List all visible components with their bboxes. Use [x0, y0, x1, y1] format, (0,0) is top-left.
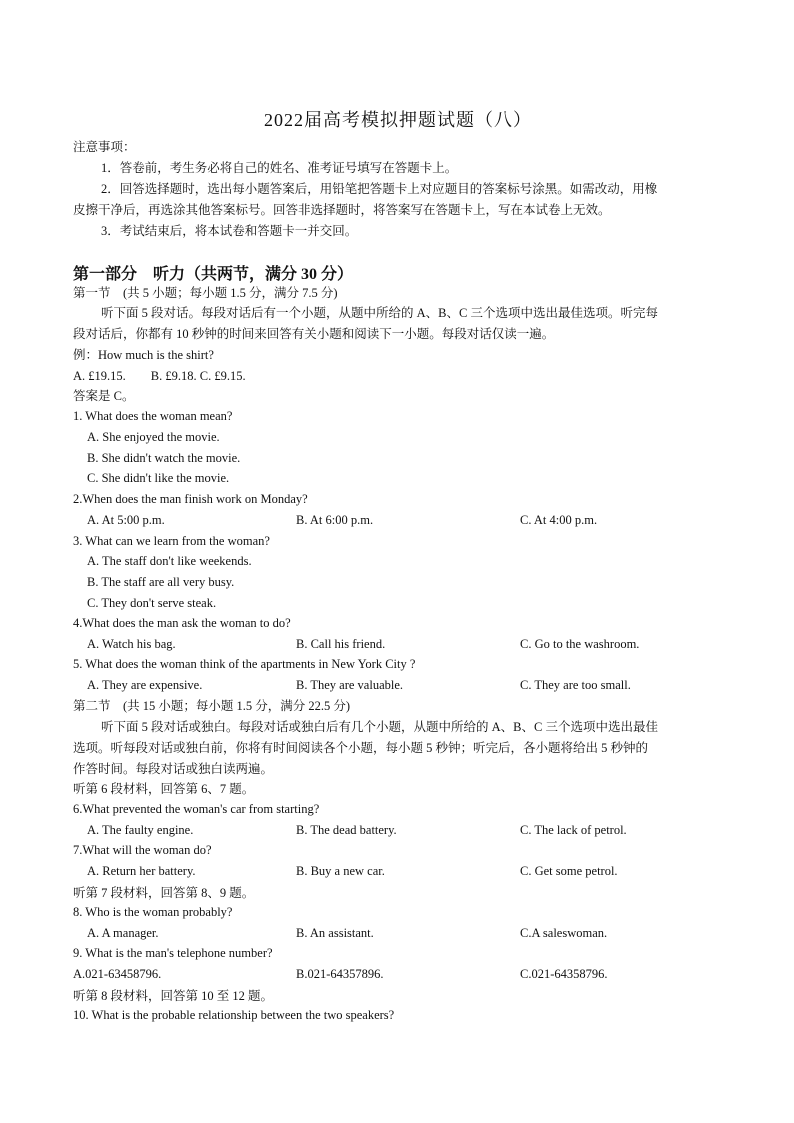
question-4-option-a: A. Watch his bag. — [87, 637, 176, 651]
question-7-option-b: B. Buy a new car. — [296, 864, 385, 878]
question-10: 10. What is the probable relationship between the two speakers? — [73, 1008, 395, 1022]
section1-title: 第一节 (共 5 小题；每小题 1.5 分，满分 7.5 分) — [73, 286, 338, 300]
example-answer: 答案是 C。 — [73, 389, 135, 403]
question-4: 4.What does the man ask the woman to do? — [73, 616, 291, 630]
question-1-option-b: B. She didn't watch the movie. — [87, 451, 241, 465]
question-2-option-b: B. At 6:00 p.m. — [296, 513, 374, 527]
notice-label: 注意事项： — [73, 140, 136, 154]
question-1-option-c: C. She didn't like the movie. — [87, 471, 230, 485]
question-7-option-a: A. Return her battery. — [87, 864, 196, 878]
question-3-option-c: C. They don't serve steak. — [87, 596, 217, 610]
example-question: 例：How much is the shirt? — [73, 348, 214, 362]
question-9-option-b: B.021-64357896. — [296, 967, 384, 981]
section2-instruction-1: 听下面 5 段对话或独白。每段对话或独白后有几个小题，从题中所给的 A、B、C 三个选项中选出最佳 — [101, 720, 658, 734]
material-8-note: 听第 8 段材料，回答第 10 至 12 题。 — [73, 989, 274, 1003]
question-1-option-a: A. She enjoyed the movie. — [87, 430, 220, 444]
question-9-option-c: C.021-64358796. — [520, 967, 608, 981]
question-9-option-a: A.021-63458796. — [73, 967, 162, 981]
question-7-option-c: C. Get some petrol. — [520, 864, 618, 878]
page-title: 2022届高考模拟押题试题（八） — [264, 110, 532, 130]
question-3-option-b: B. The staff are all very busy. — [87, 575, 235, 589]
question-5: 5. What does the woman think of the apartments in New York City ? — [73, 657, 416, 671]
question-4-option-c: C. Go to the washroom. — [520, 637, 640, 651]
material-6-note: 听第 6 段材料，回答第 6、7 题。 — [73, 782, 255, 796]
section1-instruction-1: 听下面 5 段对话。每段对话后有一个小题，从题中所给的 A、B、C 三个选项中选出最佳选项。听完每 — [101, 306, 658, 320]
question-5-option-b: B. They are valuable. — [296, 678, 404, 692]
notice-item-1: 1．答卷前，考生务必将自己的姓名、准考证号填写在答题卡上。 — [101, 161, 458, 175]
question-2-option-a: A. At 5:00 p.m. — [87, 513, 165, 527]
material-7-note: 听第 7 段材料，回答第 8、9 题。 — [73, 886, 255, 900]
section2-instruction-3: 作答时间。每段对话或独白读两遍。 — [73, 762, 274, 776]
notice-item-2: 2．回答选择题时，选出每小题答案后，用铅笔把答题卡上对应题目的答案标号涂黑。如需改动，用橡 — [101, 182, 658, 196]
question-2: 2.When does the man finish work on Monday? — [73, 492, 308, 506]
section2-instruction-2: 选项。听每段对话或独白前，你将有时间阅读各个小题，每小题 5 秒钟；听完后，各小题将给出 5 秒钟的 — [73, 741, 649, 755]
question-9: 9. What is the man's telephone number? — [73, 946, 273, 960]
question-8: 8. Who is the woman probably? — [73, 905, 233, 919]
section1-instruction-2: 段对话后，你都有 10 秒钟的时间来回答有关小题和阅读下一小题。每段对话仅读一遍。 — [73, 327, 555, 341]
question-5-option-a: A. They are expensive. — [87, 678, 203, 692]
question-8-option-b: B. An assistant. — [296, 926, 374, 940]
question-6-option-b: B. The dead battery. — [296, 823, 397, 837]
question-6-option-c: C. The lack of petrol. — [520, 823, 627, 837]
notice-item-3: 3．考试结束后，将本试卷和答题卡一并交回。 — [101, 224, 358, 238]
question-3: 3. What can we learn from the woman? — [73, 534, 270, 548]
notice-item-2-cont: 皮擦干净后，再选涂其他答案标号。回答非选择题时，将答案写在答题卡上，写在本试卷上无效。 — [73, 203, 611, 217]
question-2-option-c: C. At 4:00 p.m. — [520, 513, 598, 527]
example-options: A. £19.15. B. £9.18. C. £9.15. — [73, 369, 246, 383]
question-3-option-a: A. The staff don't like weekends. — [87, 554, 252, 568]
question-1: 1. What does the woman mean? — [73, 409, 233, 423]
section2-title: 第二节 (共 15 小题；每小题 1.5 分，满分 22.5 分) — [73, 699, 351, 713]
question-6-option-a: A. The faulty engine. — [87, 823, 194, 837]
question-8-option-a: A. A manager. — [87, 926, 159, 940]
question-5-option-c: C. They are too small. — [520, 678, 631, 692]
question-6: 6.What prevented the woman's car from starting? — [73, 802, 320, 816]
part1-heading: 第一部分 听力（共两节，满分 30 分） — [73, 266, 354, 283]
question-8-option-c: C.A saleswoman. — [520, 926, 608, 940]
question-7: 7.What will the woman do? — [73, 843, 212, 857]
question-4-option-b: B. Call his friend. — [296, 637, 386, 651]
